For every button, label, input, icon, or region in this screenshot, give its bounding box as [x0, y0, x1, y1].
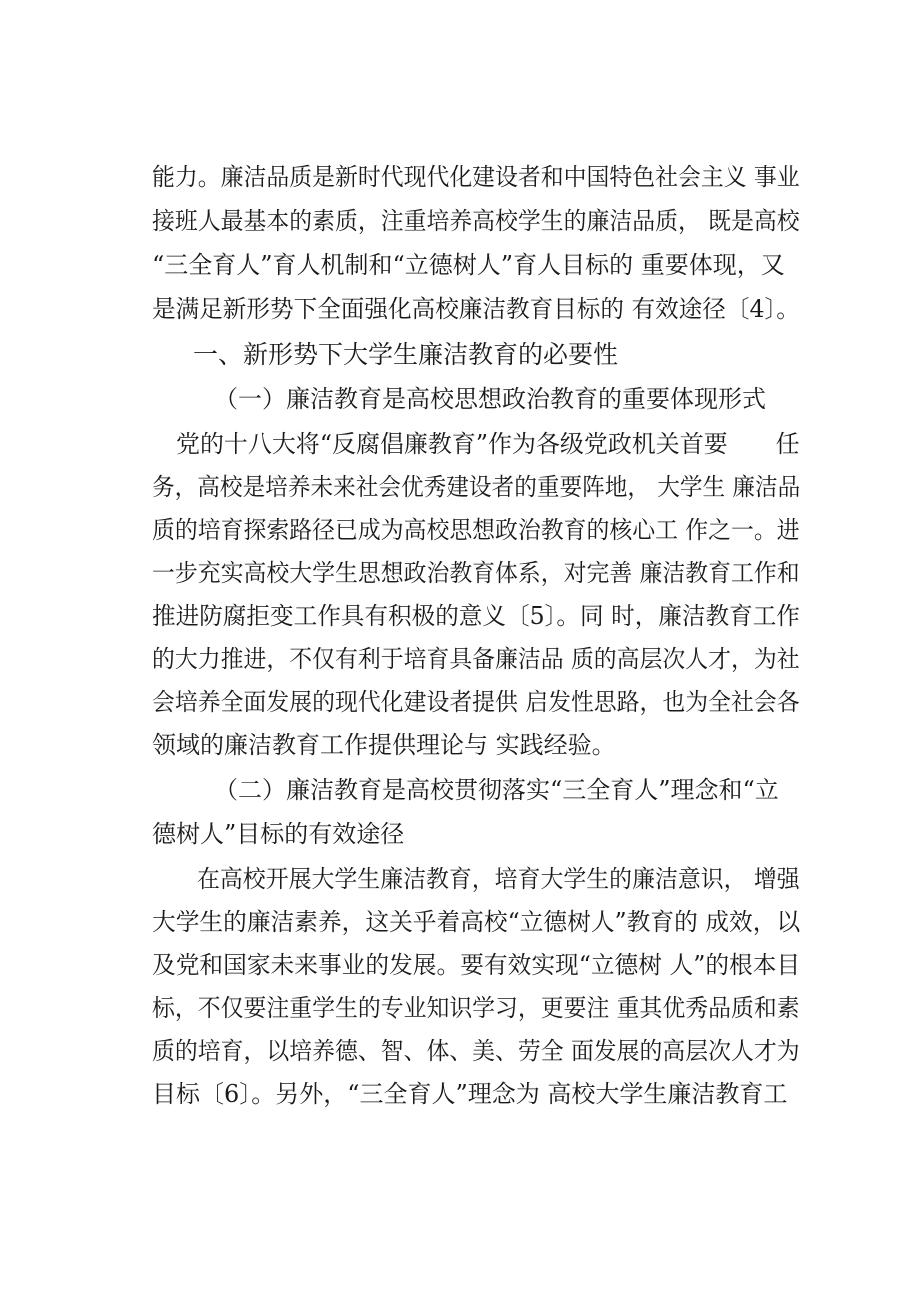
- body-text-line: 务，高校是培养未来社会优秀建设者的重要阵地， 大学生 廉洁品: [152, 473, 801, 501]
- body-text-line: 推进防腐拒变工作具有积极的意义〔5〕。同 时，廉洁教育工作: [152, 602, 800, 630]
- body-text-line: 一步充实高校大学生思想政治教育体系，对完善 廉洁教育工作和: [152, 559, 800, 587]
- body-text-line: 会培养全面发展的现代化建设者提供 启发性思路，也为全社会各: [152, 688, 800, 716]
- body-text-line: 在高校开展大学生廉洁教育，培育大学生的廉洁意识， 增强: [197, 865, 800, 893]
- body-text-line: 质的培育探索路径已成为高校思想政治教育的核心工 作之一。进: [152, 516, 800, 544]
- body-text-line: 质的培育，以培养德、智、体、美、劳全 面发展的高层次人才为: [152, 1037, 800, 1065]
- body-text-line: 及党和国家未来事业的发展。要有效实现“立德树 人”的根本目: [152, 951, 801, 979]
- body-text-line: “三全育人”育人机制和“立德树人”育人目标的 重要体现，又: [152, 251, 785, 279]
- body-text-line: 标，不仅要注重学生的专业知识学习，更要注 重其优秀品质和素: [152, 994, 800, 1022]
- body-text-line: 接班人最基本的素质，注重培养高校学生的廉洁品质， 既是高校: [152, 207, 800, 235]
- body-text-line: 是满足新形势下全面强化高校廉洁教育目标的 有效途径〔4〕。: [152, 295, 800, 323]
- body-text-line: 党的十八大将“反腐倡廉教育”作为各级党政机关首要 任: [176, 430, 800, 458]
- subsection-heading: （二）廉洁教育是高校贯彻落实“三全育人”理念和“立: [214, 776, 779, 804]
- body-text-line: 目标〔6〕。另外，“三全育人”理念为 高校大学生廉洁教育工: [152, 1080, 788, 1108]
- body-text-line: 的大力推进，不仅有利于培育具备廉洁品 质的高层次人才，为社: [152, 645, 800, 673]
- body-text-line: 领域的廉洁教育工作提供理论与 实践经验。: [152, 731, 616, 759]
- subsection-heading: （一）廉洁教育是高校思想政治教育的重要体现形式: [214, 385, 766, 413]
- body-text-line: 能力。廉洁品质是新时代现代化建设者和中国特色社会主义 事业: [152, 163, 800, 191]
- body-text-line: 大学生的廉洁素养，这关乎着高校“立德树人”教育的 成效，以: [152, 908, 801, 936]
- subsection-heading: 德树人”目标的有效途径: [152, 820, 405, 848]
- section-heading: 一、新形势下大学生廉洁教育的必要性: [193, 340, 619, 369]
